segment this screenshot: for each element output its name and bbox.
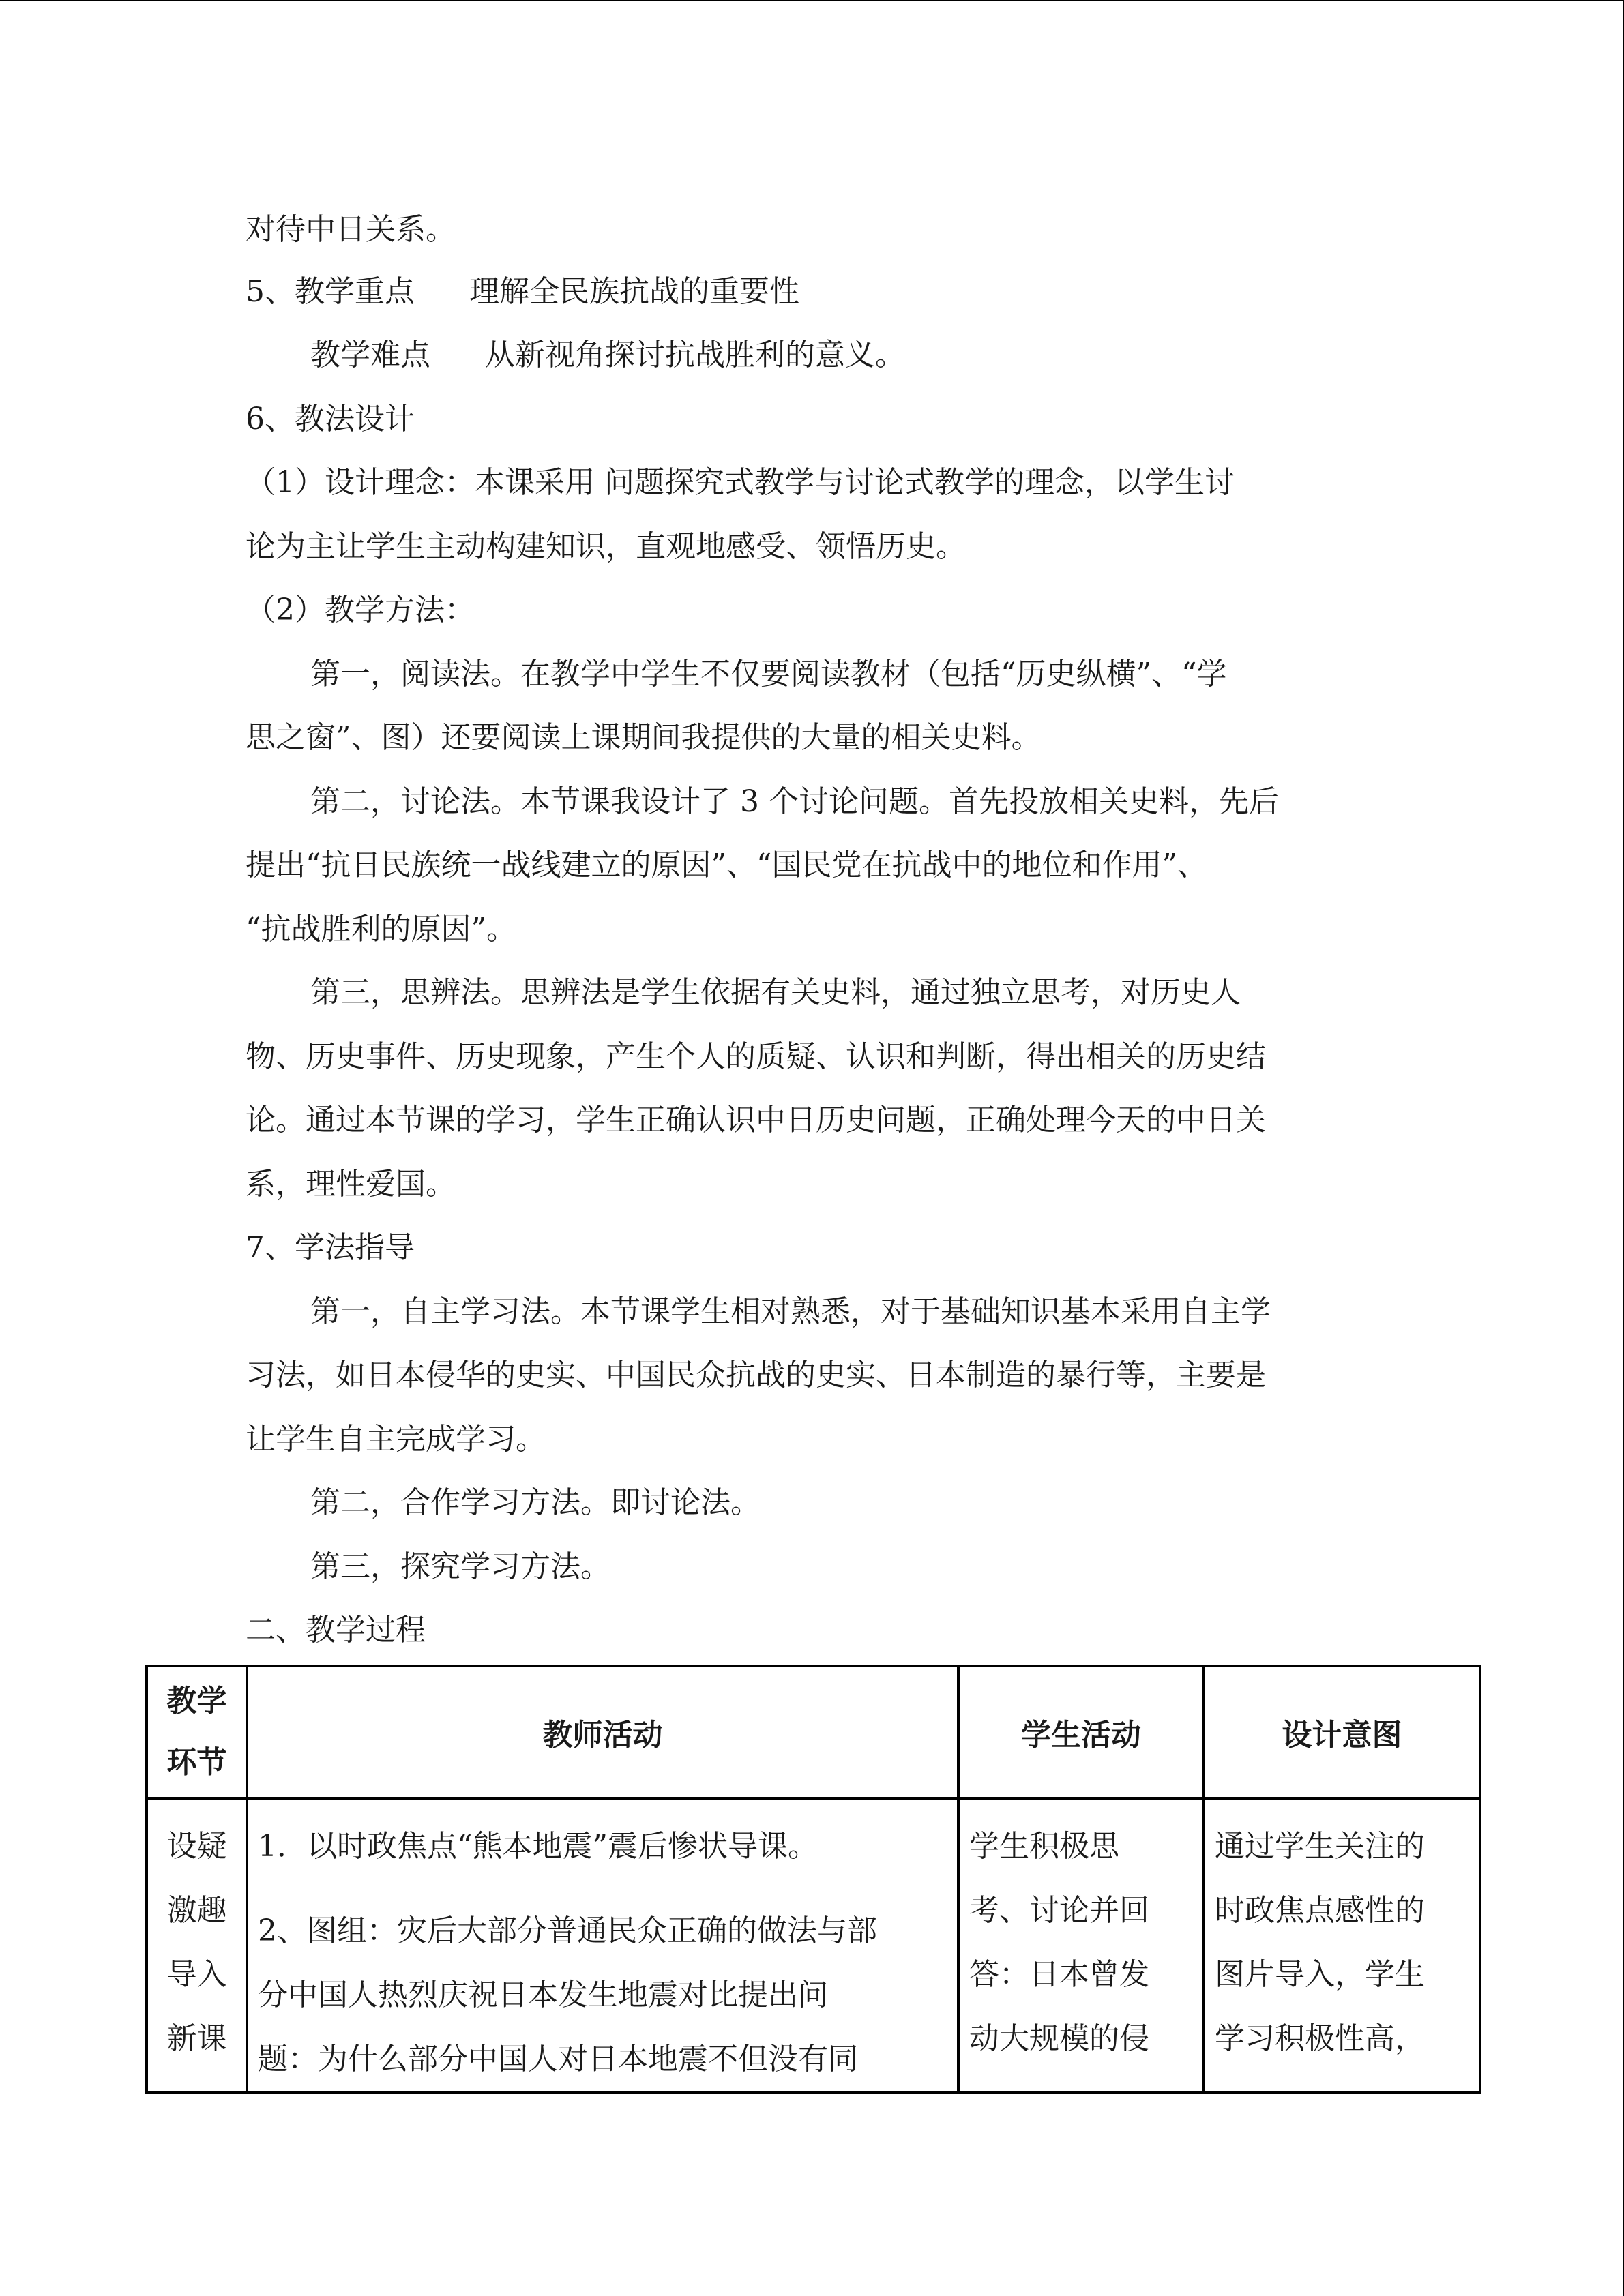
student-line: 动大规模的侵: [969, 2021, 1149, 2056]
table-header-row: [147, 1666, 1480, 1798]
header-stage-line-1: 教学: [166, 1684, 227, 1718]
stage-line: 激趣: [166, 1893, 227, 1928]
method-1-line-2: 思之窗”、图）还要阅读上课期间我提供的大量的相关史料。: [246, 720, 1042, 755]
intent-line: 通过学生关注的: [1215, 1829, 1425, 1864]
method-design-heading: 6、教法设计: [246, 402, 415, 436]
method-2-line-3: “抗战胜利的原因”。: [246, 912, 516, 946]
table-row: [147, 1798, 1480, 2093]
method-3-line-3: 论。通过本节课的学习，学生正确认识中日历史问题，正确处理今天的中日关: [246, 1103, 1266, 1137]
method-2-line-1: 第二，讨论法。本节课我设计了 3 个讨论问题。首先投放相关史料，先后: [310, 784, 1279, 819]
teacher-item-2-line: 题：为什么部分中国人对日本地震不但没有同: [258, 2042, 858, 2076]
intent-line: 图片导入，学生: [1215, 1957, 1425, 1992]
stage-line: 导入: [166, 1957, 227, 1992]
study-3-line: 第三，探究学习方法。: [310, 1549, 610, 1584]
header-design-intent: 设计意图: [1204, 1666, 1480, 1798]
header-stage: [147, 1666, 247, 1798]
key-point-text: 理解全民族抗战的重要性: [469, 274, 799, 309]
teacher-item-2: [258, 1899, 947, 2091]
header-teacher-activity: 教师活动: [247, 1666, 958, 1798]
key-point-label: 5、教学重点: [246, 274, 415, 309]
paragraph-end: 对待中日关系。: [246, 212, 456, 247]
design-intent-cell: [1204, 1798, 1480, 2093]
method-3-line-4: 系，理性爱国。: [246, 1167, 456, 1202]
key-point-heading: [246, 273, 799, 311]
student-activity-cell: [958, 1798, 1204, 2093]
study-1-line-2: 习法，如日本侵华的史实、中国民众抗战的史实、日本制造的暴行等，主要是: [246, 1358, 1266, 1392]
header-student-activity: 学生活动: [958, 1666, 1204, 1798]
study-2-line: 第二，合作学习方法。即讨论法。: [310, 1485, 761, 1520]
teaching-methods-heading: （2）教学方法：: [246, 593, 475, 627]
teaching-process-table: [145, 1665, 1481, 2094]
teacher-item-1: 1．以时政焦点“熊本地震”震后惨状导课。: [258, 1829, 818, 1864]
student-line: 答：日本曾发: [969, 1957, 1149, 1992]
study-1-line-3: 让学生自主完成学习。: [246, 1422, 546, 1457]
page-frame-top: [0, 0, 1624, 1]
method-1-line-1: 第一，阅读法。在教学中学生不仅要阅读教材（包括“历史纵横”、“学: [310, 657, 1227, 691]
design-concept-line-2: 论为主让学生主动构建知识，直观地感受、领悟历史。: [246, 529, 966, 564]
method-3-line-2: 物、历史事件、历史现象，产生个人的质疑、认识和判断，得出相关的历史结: [246, 1039, 1266, 1074]
teacher-item-2-line: 分中国人热烈庆祝日本发生地震对比提出问: [258, 1978, 828, 2012]
difficulty-line: [310, 336, 905, 374]
study-guidance-heading: 7、学法指导: [246, 1230, 415, 1265]
intent-line: 时政焦点感性的: [1215, 1893, 1425, 1928]
method-3-line-1: 第三，思辨法。思辨法是学生依据有关史料，通过独立思考，对历史人: [310, 975, 1241, 1010]
header-stage-line-2: 环节: [166, 1745, 227, 1780]
intent-line: 学习积极性高，: [1215, 2021, 1425, 2056]
section-heading-process: 二、教学过程: [246, 1613, 426, 1648]
method-2-line-2: 提出“抗日民族统一战线建立的原因”、“国民党在抗战中的地位和作用”、: [246, 848, 1207, 882]
teacher-item-2-line: 2、图组：灾后大部分普通民众正确的做法与部: [258, 1913, 877, 1948]
difficulty-text: 从新视角探讨抗战胜利的意义。: [485, 338, 905, 372]
design-concept-line-1: （1）设计理念：本课采用 问题探究式教学与讨论式教学的理念，以学生讨: [246, 465, 1235, 500]
teacher-activity-cell: [247, 1798, 958, 2093]
student-line: 考、讨论并回: [969, 1893, 1149, 1928]
difficulty-label: 教学难点: [310, 338, 430, 372]
stage-cell: [147, 1798, 247, 2093]
stage-line: 新课: [166, 2021, 227, 2056]
study-1-line-1: 第一，自主学习法。本节课学生相对熟悉，对于基础知识基本采用自主学: [310, 1294, 1271, 1329]
student-line: 学生积极思: [969, 1829, 1119, 1864]
stage-line: 设疑: [166, 1829, 227, 1864]
